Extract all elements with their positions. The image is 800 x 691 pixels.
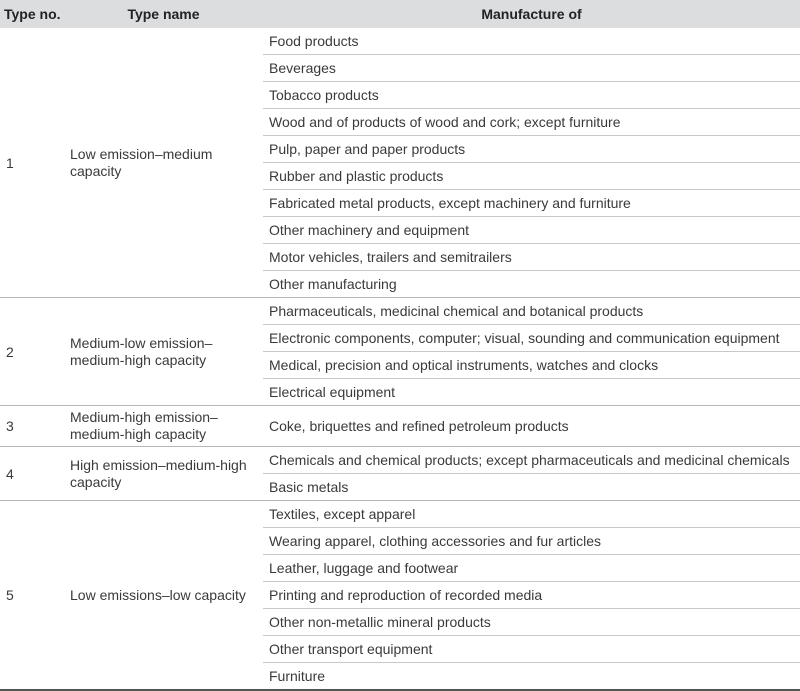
table-row bbox=[0, 28, 800, 55]
manufacture-item-cell: Tobacco products bbox=[263, 82, 800, 109]
header-type-no: Type no. bbox=[0, 0, 64, 28]
manufacture-item-cell: Motor vehicles, trailers and semitrailers bbox=[263, 244, 800, 271]
type-number-cell: 3 bbox=[0, 406, 64, 447]
type-name-cell: High emission–medium-high capacity bbox=[64, 447, 263, 501]
manufacture-item-cell: Other manufacturing bbox=[263, 271, 800, 298]
manufacture-item-cell: Printing and reproduction of recorded media bbox=[263, 582, 800, 609]
manufacture-item-cell: Other transport equipment bbox=[263, 636, 800, 663]
type-name-cell: Medium-low emission– medium-high capacity bbox=[64, 298, 263, 406]
manufacture-item-cell: Fabricated metal products, except machinery and furniture bbox=[263, 190, 800, 217]
manufacture-item-cell: Rubber and plastic products bbox=[263, 163, 800, 190]
header-type-name: Type name bbox=[64, 0, 263, 28]
header-manufacture-of: Manufacture of bbox=[263, 0, 800, 28]
manufacture-item-cell: Basic metals bbox=[263, 474, 800, 501]
type-name-cell: Low emissions–low capacity bbox=[64, 501, 263, 691]
manufacture-item-cell: Chemicals and chemical products; except pharmaceuticals and medicinal chemicals bbox=[263, 447, 800, 474]
manufacture-item-cell: Pharmaceuticals, medicinal chemical and botanical products bbox=[263, 298, 800, 325]
header-row bbox=[0, 0, 800, 28]
manufacture-item-cell: Wearing apparel, clothing accessories and fur articles bbox=[263, 528, 800, 555]
manufacture-item-cell: Electrical equipment bbox=[263, 379, 800, 406]
type-number-cell: 2 bbox=[0, 298, 64, 406]
type-number-cell: 4 bbox=[0, 447, 64, 501]
manufacture-item-cell: Beverages bbox=[263, 55, 800, 82]
type-number-cell: 5 bbox=[0, 501, 64, 691]
table-row bbox=[0, 447, 800, 474]
manufacture-item-cell: Other non-metallic mineral products bbox=[263, 609, 800, 636]
table-body bbox=[0, 28, 800, 690]
manufacture-item-cell: Medical, precision and optical instruments, watches and clocks bbox=[263, 352, 800, 379]
manufacture-item-cell: Coke, briquettes and refined petroleum products bbox=[263, 406, 800, 447]
manufacture-item-cell: Food products bbox=[269, 33, 359, 49]
manufacture-item-cell: Furniture bbox=[263, 663, 800, 691]
manufacture-item-cell: Pulp, paper and paper products bbox=[263, 136, 800, 163]
table-row bbox=[0, 298, 800, 325]
manufacture-item-cell: Electronic components, computer; visual, sounding and communication equipment bbox=[263, 325, 800, 352]
manufacture-item-cell: Wood and of products of wood and cork; except furniture bbox=[263, 109, 800, 136]
manufacture-item-cell: Other machinery and equipment bbox=[263, 217, 800, 244]
manufacture-item-cell: Leather, luggage and footwear bbox=[263, 555, 800, 582]
type-number-cell: 1 bbox=[6, 154, 14, 171]
manufacture-item-cell: Textiles, except apparel bbox=[263, 501, 800, 528]
type-name-cell: Medium-high emission– medium-high capacity bbox=[64, 406, 263, 447]
type-name-cell: Low emission–medium capacity bbox=[70, 145, 213, 179]
table-header bbox=[0, 0, 800, 28]
table-row bbox=[0, 501, 800, 528]
table-row bbox=[0, 406, 800, 447]
